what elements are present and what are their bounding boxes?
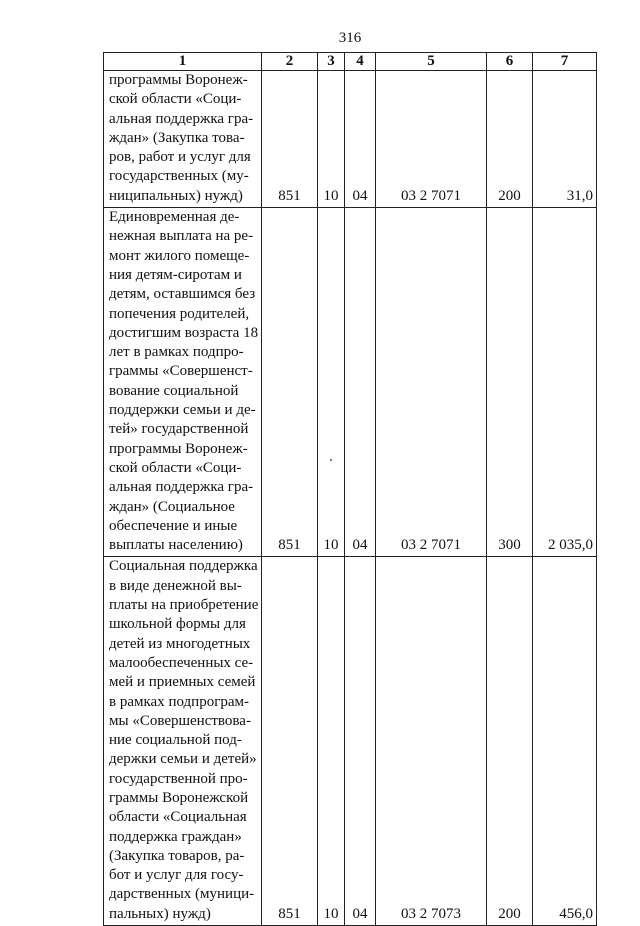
row-description: программы Воронеж- ской области «Соци- альная поддержка гра- ждан» (Закупка това- ров, работ и услуг для государственных (му- ниципальных) нужд) <box>104 71 262 208</box>
row-amount: 456,0 <box>533 557 597 926</box>
scan-speck <box>330 459 332 461</box>
row-subsection: 04 <box>345 557 376 926</box>
table-row <box>104 208 597 557</box>
row-code: 851 <box>262 208 318 557</box>
header-col-2: 2 <box>262 53 318 71</box>
table-row <box>104 71 597 208</box>
row-expense-type: 300 <box>487 208 533 557</box>
header-col-3: 3 <box>318 53 345 71</box>
row-section: 10 <box>318 71 345 208</box>
row-expense-type: 200 <box>487 557 533 926</box>
page-number: 316 <box>338 30 362 46</box>
row-code: 851 <box>262 557 318 926</box>
header-row <box>104 53 597 71</box>
row-description: Социальная поддержка в виде денежной вы- платы на приобретение школьной формы для детей из многодетных малообеспеченных се- мей и приемных семей в рамках подпрограм- мы «Совершенствова- ние социальной под- держки семьи и детей» государственной про- граммы Воронежской области «Социальная поддержка граждан» (Закупка товаров, ра- бот и услуг для госу- дарственных (муници- пальных) нужд) <box>104 557 262 926</box>
header-col-5: 5 <box>376 53 487 71</box>
row-section: 10 <box>318 208 345 557</box>
row-target: 03 2 7071 <box>376 208 487 557</box>
budget-table <box>103 52 597 926</box>
row-amount: 31,0 <box>533 71 597 208</box>
row-target: 03 2 7071 <box>376 71 487 208</box>
row-expense-type: 200 <box>487 71 533 208</box>
header-col-1: 1 <box>104 53 262 71</box>
row-subsection: 04 <box>345 208 376 557</box>
table-row <box>104 557 597 926</box>
row-description: Единовременная де- нежная выплата на ре- монт жилого помеще- ния детям-сиротам и детям, оставшимся без попечения родителей, достигшим возраста 18 лет в рамках подпро- граммы «Совершенст- вование социальной поддержки семьи и де- тей» государственной программы Воронеж- ской области «Соци- альная поддержка гра- ждан» (Социальное обеспечение и иные выплаты населению) <box>104 208 262 557</box>
row-section: 10 <box>318 557 345 926</box>
header-col-6: 6 <box>487 53 533 71</box>
header-col-4: 4 <box>345 53 376 71</box>
row-code: 851 <box>262 71 318 208</box>
row-subsection: 04 <box>345 71 376 208</box>
row-target: 03 2 7073 <box>376 557 487 926</box>
header-col-7: 7 <box>533 53 597 71</box>
row-amount: 2 035,0 <box>533 208 597 557</box>
